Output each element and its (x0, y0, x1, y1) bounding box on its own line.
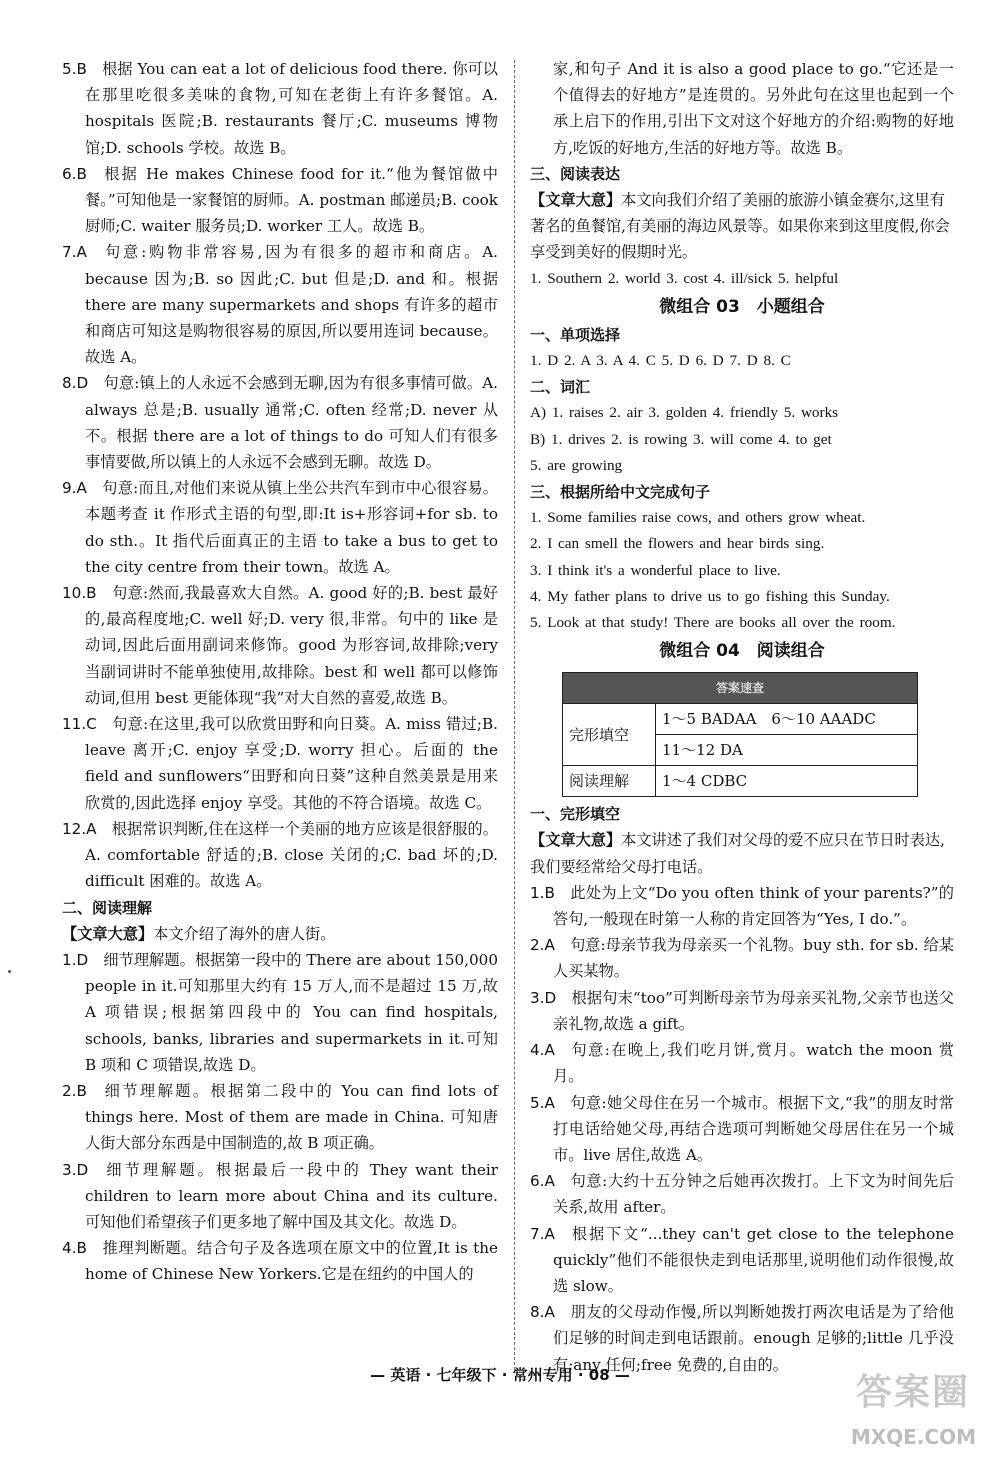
item-explanation: 句意:大约十五分钟之后她再次拨打。上下文为时间先后关系,故用 after。 (553, 1172, 954, 1217)
answer-item (62, 947, 498, 1078)
table-row (563, 704, 918, 735)
watermark-logo: 答案圈 (855, 1372, 970, 1413)
article-summary (62, 921, 498, 947)
item-number: 4.A (530, 1041, 555, 1060)
item-explanation: 句意:在晚上,我们吃月饼,赏月。watch the moon 赏月。 (553, 1041, 954, 1086)
item-explanation: 细节理解题。根据第一段中的 There are about 150,000 people in it.可知那里大约有 15 万人,而不是超过 15 万,故 A 项错误;根据第四段中的 You can find hospitals, schools, banks, libraries and supermarkets in it.可知 B 项和 C 项错误,故选 D。 (85, 950, 498, 1074)
item-explanation: 句意:购物非常容易,因为有很多的超市和商店。A. because 因为;B. so 因此;C. but 但是;D. and 和。根据 there are many supermarkets and shops 有许多的超市和商店可知这是购物很容易的原因,所以要用连词 because。故选 A。 (85, 243, 498, 367)
item-number: 11.C (62, 715, 97, 734)
item-explanation: 细节理解题。根据第二段中的 You can find lots of things here. Most of them are made in China. 可知唐人街大部分东西是中国制造的,故 B 项正确。 (85, 1081, 498, 1153)
watermark-url: MXQE.COM (850, 1425, 976, 1449)
answer-item (530, 1221, 954, 1300)
item-number: 7.A (62, 243, 87, 262)
table-cell-answers: 1～4 CDBC (656, 766, 918, 797)
item-explanation: 句意:她父母住在另一个城市。根据下文,“我”的朋友时常打电话给她父母,再结合选项可判断她父母居住在另一个城市。live 居住,故选 A。 (553, 1093, 954, 1164)
answer-item (530, 1037, 954, 1089)
section-title-vocabulary: 二、词汇 (530, 378, 591, 397)
section-title-reading: 二、阅读理解 (62, 898, 153, 917)
item-explanation: 朋友的父母动作慢,所以判断她拨打两次电话是为了给他们足够的时间走到电话跟前。enough 足够的;little 几乎没有;any 任何;free 免费的,自由的。 (553, 1303, 954, 1374)
item-explanation: 根据常识判断,住在这样一个美丽的地方应该是很舒服的。A. comfortable 舒适的;B. close 关闭的;C. bad 坏的;D. difficult 困难的。故选 A。 (85, 819, 498, 891)
item-number: 7.A (530, 1224, 555, 1243)
item-number: 1.B (530, 883, 555, 902)
margin-dot (8, 970, 11, 973)
answer-line: 5. are growing (530, 456, 623, 474)
summary-label: 【文章大意】 (62, 924, 154, 943)
answer-item (62, 161, 498, 240)
answer-item (530, 1168, 954, 1220)
continuation-text: 家,和句子 And it is also a good place to go.“它还是一个值得去的好地方”是连贯的。另外此句在这里也起到一个承上启下的作用,引出下文对这个好地方的介绍:购物的好地方,吃饭的好地方,生活的好地方等。故选 B。 (553, 60, 954, 157)
answer-line: 1. D 2. A 3. A 4. C 5. D 6. D 7. D 8. C (530, 352, 791, 370)
answer-item (530, 932, 954, 984)
item-explanation: 句意:母亲节我为母亲买一个礼物。buy sth. for sb. 给某人买某物。 (553, 936, 954, 981)
table-cell-category: 阅读理解 (563, 766, 656, 797)
summary-text: 本文向我们介绍了美丽的旅游小镇金赛尔,这里有著名的鱼餐馆,有美丽的海边风景等。如果你来到这里度假,你会享受到美好的假期时光。 (530, 191, 950, 262)
answer-line: 3. I think it's a wonderful place to live. (530, 561, 781, 579)
table-cell-answers: 11～12 DA (656, 735, 918, 766)
column-divider (514, 60, 516, 1370)
summary-text: 本文介绍了海外的唐人街。 (153, 924, 336, 943)
left-column (62, 56, 498, 1288)
answer-line: 4. My father plans to drive us to go fishing this Sunday. (530, 587, 890, 605)
answer-item (530, 985, 954, 1037)
answer-line: B) 1. drives 2. is rowing 3. will come 4. to get (530, 430, 832, 448)
summary-text: 本文讲述了我们对父母的爱不应只在节日时表达,我们要经常给父母打电话。 (530, 831, 945, 876)
item-explanation: 根据 He makes Chinese food for it.“他为餐馆做中餐。”可知他是一家餐馆的厨师。A. postman 邮递员;B. cook 厨师;C. waiter 服务员;D. worker 工人。故选 B。 (85, 164, 498, 236)
watermark (800, 1372, 990, 1450)
answer-line: 2. I can smell the flowers and hear birds sing. (530, 535, 825, 553)
section-title-cloze: 一、完形填空 (530, 805, 621, 824)
table-header: 答案速查 (563, 673, 918, 704)
group-03-title: 微组合 03 小题组合 (659, 296, 825, 317)
item-number: 9.A (62, 479, 87, 498)
item-number: 12.A (62, 819, 97, 838)
summary-label: 【文章大意】 (530, 191, 622, 210)
item-number: 1.D (62, 950, 89, 969)
item-explanation: 句意:然而,我最喜欢大自然。A. good 好的;B. best 最好的,最高程度地;C. well 好;D. very 很,非常。句中的 like 是动词,因此后面用副词来修饰。good 为形容词,故排除;very 当副词讲时不能单独使用,故排除。best 和 well 都可以修饰动词,但用 best 更能体现“我”对大自然的喜爱,故选 B。 (85, 584, 498, 707)
article-summary (530, 827, 954, 879)
answer-item (62, 239, 498, 370)
answer-item (62, 1235, 498, 1287)
page-footer: — 英语 · 七年级下 · 常州专用 · 08 — (370, 1366, 630, 1384)
answer-item (62, 1157, 498, 1236)
answer-line: 1. Some families raise cows, and others grow wheat. (530, 509, 866, 527)
answer-line: 5. Look at that study! There are books all over the room. (530, 614, 896, 632)
summary-label: 【文章大意】 (530, 831, 622, 850)
right-column (530, 56, 954, 1378)
item-explanation: 句意:在这里,我可以欣赏田野和向日葵。A. miss 错过;B. leave 离开;C. enjoy 享受;D. worry 担心。后面的 the field and sunflowers“田野和向日葵”这种自然美景是用来欣赏的,因此选择 enjoy 享受。其他的不符合语境。故选 C。 (85, 715, 498, 812)
item-number: 8.A (530, 1303, 555, 1322)
table-cell-category: 完形填空 (563, 704, 656, 766)
item-number: 10.B (62, 584, 97, 603)
answer-item (62, 1078, 498, 1157)
table-cell-answers: 1～5 BADAA 6～10 AAADC (656, 704, 918, 735)
section-title-reading-expression: 三、阅读表达 (530, 164, 621, 183)
item-explanation: 句意:镇上的人永远不会感到无聊,因为有很多事情可做。A. always 总是;B. usually 通常;C. often 经常;D. never 从不。根据 there are a lot of things to do 可知人们有很多事情要做,所以镇上的人永远不会感到无聊。故选 D。 (85, 374, 498, 472)
item-explanation: 此处为上文“Do you often think of your parents?”的答句,一般现在时第一人称的肯定回答为“Yes, I do.”。 (553, 883, 954, 929)
item-number: 6.B (62, 164, 87, 183)
answer-item (62, 711, 498, 816)
table-row (563, 766, 918, 797)
item-explanation: 细节理解题。根据最后一段中的 They want their children to learn more about China and its culture. 可知他们希望孩子们更多地了解中国及其文化。故选 D。 (85, 1160, 498, 1231)
item-number: 4.B (62, 1239, 87, 1258)
answer-quick-table (562, 672, 918, 797)
answer-item (62, 370, 498, 475)
article-summary (530, 187, 954, 266)
answer-item (62, 816, 498, 895)
item-explanation: 句意:而且,对他们来说从镇上坐公共汽车到市中心很容易。本题考查 it 作形式主语的句型,即:It is+形容词+for sb. to do sth.。It 指代后面真正的主语 to take a bus to get to the city centre from their town。故选 A。 (85, 479, 498, 576)
item-explanation: 根据 You can eat a lot of delicious food there. 你可以在那里吃很多美味的食物,可知在老街上有许多餐馆。A. hospitals 医院;B. restaurants 餐厅;C. museums 博物馆;D. schools 学校。故选 B。 (85, 60, 498, 157)
item-number: 3.D (530, 988, 557, 1007)
section-title-single-choice: 一、单项选择 (530, 325, 621, 344)
answer-item (62, 580, 498, 711)
item-number: 2.A (530, 936, 555, 955)
item-number: 6.A (530, 1172, 555, 1191)
item-number: 5.B (62, 60, 87, 78)
item-number: 8.D (62, 374, 89, 393)
item-explanation: 根据下文“...they can't get close to the telephone quickly”他们不能很快走到电话那里,说明他们动作很慢,故选 slow。 (553, 1224, 954, 1295)
answer-line: 1. Southern 2. world 3. cost 4. ill/sick 5. helpful (530, 269, 839, 287)
item-number: 5.A (530, 1093, 555, 1112)
answer-item (530, 1090, 954, 1169)
item-number: 3.D (62, 1160, 89, 1179)
answer-item (62, 56, 498, 161)
answer-item (530, 880, 954, 932)
item-explanation: 推理判断题。结合句子及各选项在原文中的位置,It is the home of Chinese New Yorkers.它是在纽约的中国人的 (85, 1239, 498, 1284)
item-number: 2.B (62, 1081, 87, 1100)
section-title-complete-sentences: 三、根据所给中文完成句子 (530, 483, 711, 502)
group-04-title: 微组合 04 阅读组合 (659, 641, 825, 662)
answer-item (62, 475, 498, 580)
item-explanation: 根据句末“too”可判断母亲节为母亲买礼物,父亲节也送父亲礼物,故选 a gift。 (553, 988, 954, 1033)
answer-line: A) 1. raises 2. air 3. golden 4. friendly 5. works (530, 404, 839, 422)
